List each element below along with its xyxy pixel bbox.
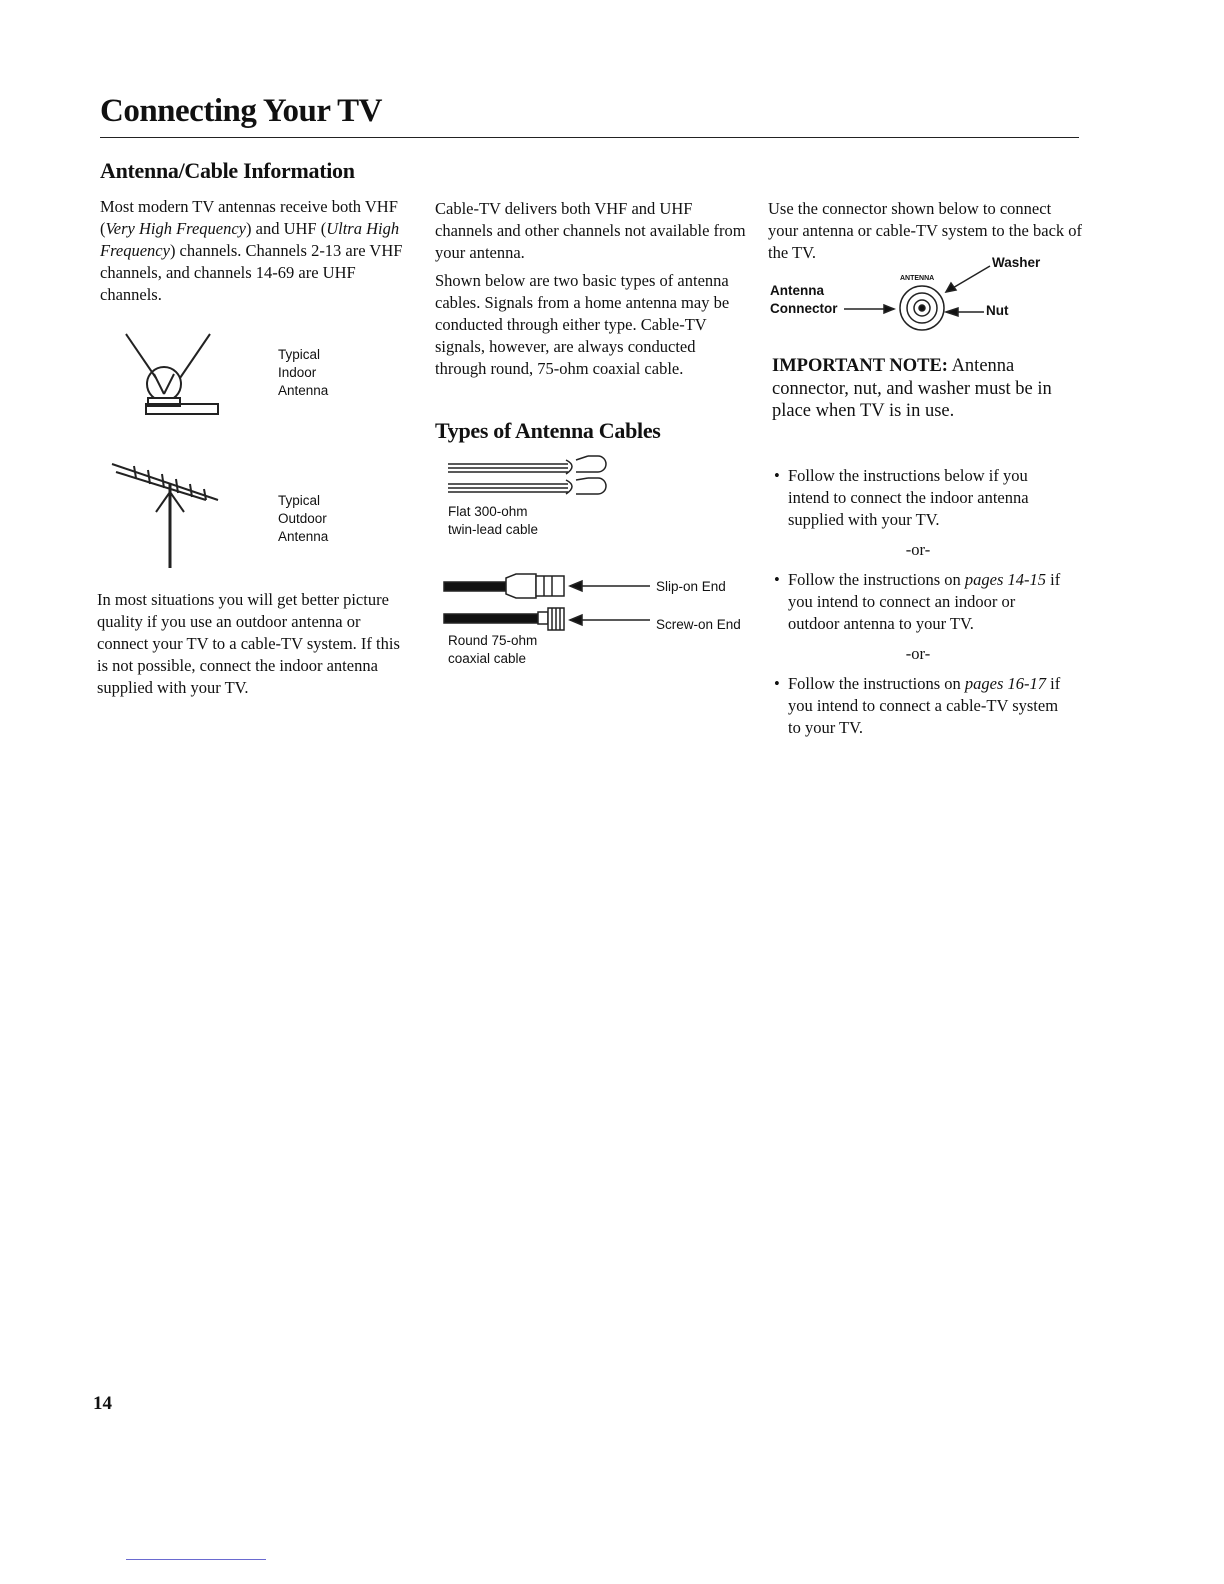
- round-cable-label-line-2: coaxial cable: [448, 651, 527, 666]
- outdoor-label-line-3: Antenna: [278, 529, 329, 544]
- title-rule: [100, 137, 1079, 138]
- important-note: [772, 355, 1072, 423]
- bullet2-pre: Follow the instructions on: [788, 570, 965, 589]
- or-separator-1: -or-: [905, 540, 931, 559]
- indoor-label-line-3: Antenna: [278, 383, 329, 398]
- cables-heading: Types of Antenna Cables: [435, 418, 661, 443]
- bullet2-pages-ref: pages 14-15: [964, 570, 1047, 589]
- cable-paragraphs: [435, 198, 747, 380]
- indoor-label-line-1: Typical: [278, 347, 321, 362]
- closing-paragraph: [97, 589, 415, 699]
- uhf-term: Ultra High Frequency: [100, 219, 400, 260]
- bullet-outdoor-antenna: [770, 569, 1066, 635]
- outdoor-antenna-label: [278, 492, 328, 546]
- indoor-label-line-2: Indoor: [278, 365, 317, 380]
- flat-cable-label: [448, 503, 538, 539]
- outdoor-antenna-illustration: [110, 462, 230, 570]
- round-cable-label-line-1: Round 75-ohm: [448, 633, 538, 648]
- important-label: IMPORTANT NOTE:: [772, 356, 948, 376]
- round-cable-label: [448, 632, 537, 668]
- bullet-indoor-antenna: • Follow the instructions below if you intend to connect the indoor antenna supplied with your TV.: [770, 465, 1066, 531]
- intro-paragraph: [100, 196, 412, 306]
- intro-text-2: ) and UHF (: [246, 219, 327, 238]
- page-number: 14: [93, 1393, 112, 1414]
- antenna-connector-label-line-2: Connector: [770, 301, 838, 316]
- or-separator-2: -or-: [905, 644, 931, 663]
- bullet3-post: if you intend to connect a cable-TV system to your TV.: [788, 674, 1061, 737]
- cable-tv-paragraph: Cable-TV delivers both VHF and UHF channels and other channels not available from your antenna.: [435, 199, 746, 262]
- antenna-connector-label-line-1: Antenna: [770, 283, 824, 298]
- page-title: Connecting Your TV: [100, 93, 382, 129]
- antenna-connector-label: [770, 282, 838, 318]
- washer-label: Washer: [992, 255, 1041, 270]
- nut-label: Nut: [986, 303, 1009, 318]
- cable-types-paragraph: Shown below are two basic types of antenna cables. Signals from a home antenna may be conducted through either type. Cable-TV signals, however, are always conducted through round, 75-ohm coaxial cable.: [435, 271, 730, 378]
- footer-rule: [126, 1559, 266, 1560]
- vhf-term: Very High Frequency: [105, 219, 246, 238]
- bullet2-post: if you intend to connect an indoor or outdoor antenna to your TV.: [788, 570, 1061, 633]
- slip-on-label: Slip-on End: [656, 579, 726, 594]
- flat-cable-label-line-1: Flat 300-ohm: [448, 504, 528, 519]
- important-text: Antenna connector, nut, and washer must be in place when TV is in use.: [772, 356, 1052, 421]
- coaxial-cable-illustration: [444, 572, 654, 638]
- flat-cable-label-line-2: twin-lead cable: [448, 522, 539, 537]
- intro-text-1: Most modern TV antennas receive both VHF (: [100, 197, 398, 238]
- connector-stamp-text: ANTENNA: [900, 275, 935, 282]
- antenna-connector-illustration: [842, 262, 992, 334]
- bullet3-pre: Follow the instructions on: [788, 674, 965, 693]
- closing-text: In most situations you will get better picture quality if you use an outdoor antenna or connect your TV to a cable-TV system. If this is not possible, connect the indoor antenna supplied with your TV.: [97, 590, 400, 697]
- connector-text: Use the connector shown below to connect your antenna or cable-TV system to the back of the TV.: [768, 199, 1083, 262]
- bullet-cable-tv: [770, 673, 1066, 739]
- indoor-antenna-label: [278, 346, 328, 400]
- section-heading: Antenna/Cable Information: [100, 158, 355, 183]
- intro-text-3: ) channels. Channels 2-13 are VHF channels, and channels 14-69 are UHF channels.: [100, 241, 403, 304]
- bullet3-pages-ref: pages 16-17: [964, 674, 1047, 693]
- screw-on-label: Screw-on End: [656, 617, 741, 632]
- outdoor-label-line-1: Typical: [278, 493, 321, 508]
- outdoor-label-line-2: Outdoor: [278, 511, 327, 526]
- indoor-antenna-illustration: [118, 332, 228, 420]
- instructions-list: [770, 465, 1066, 739]
